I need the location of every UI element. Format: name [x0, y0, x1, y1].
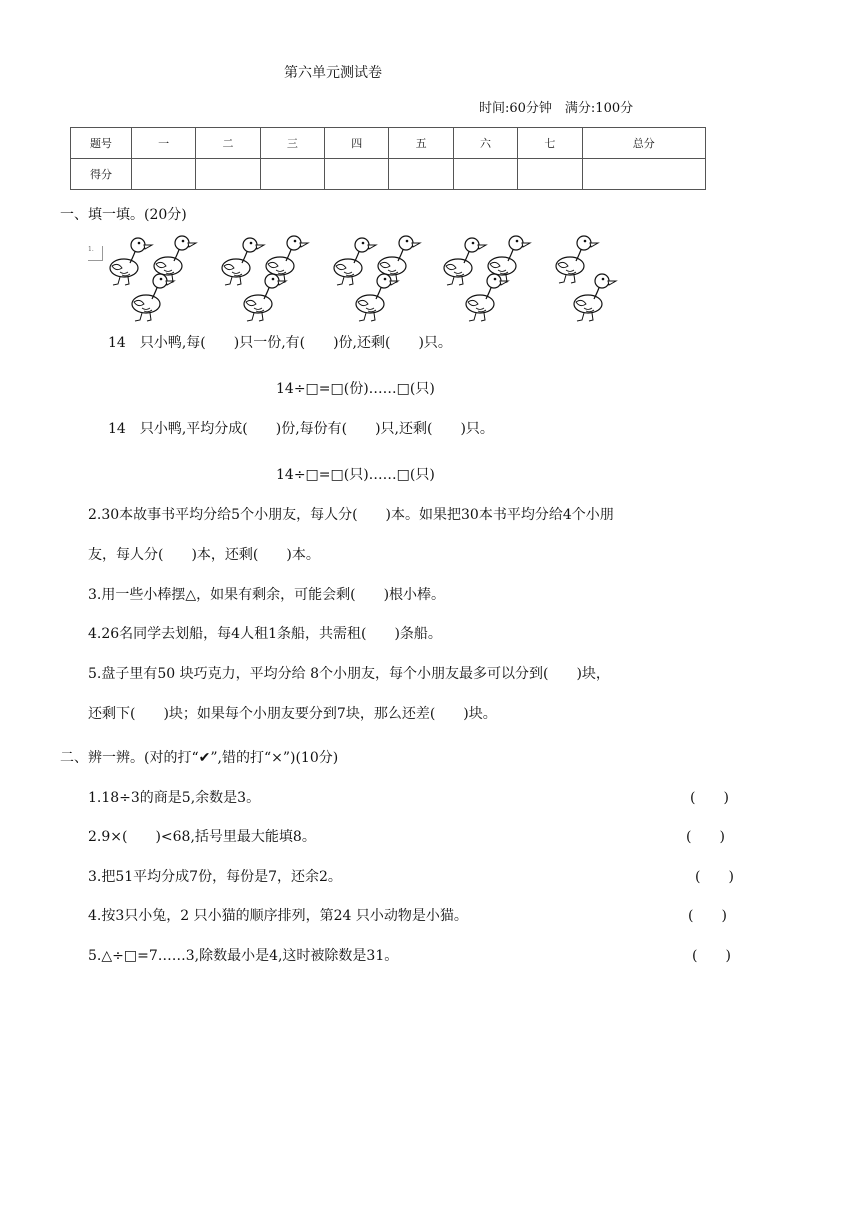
score-table-header-row — [71, 128, 706, 159]
score-table-score-row — [71, 159, 706, 190]
question-2-line-2: 友，每人分( )本，还剩( )本。 — [88, 547, 320, 563]
score-header-cell: 三 — [260, 128, 324, 159]
judge-item-5: 5.△÷□=7……3,除数最小是4,这时被除数是31。 — [88, 948, 399, 964]
question-4: 4.26名同学去划船，每4人租1条船，共需租( )条船。 — [88, 626, 442, 642]
judge-item-4: 4.按3只小兔，2 只小猫的顺序排列，第24 只小动物是小猫。 — [88, 908, 468, 924]
question-1-line-1: 14 只小鸭,每( )只一份,有( )份,还剩( )只。 — [108, 335, 452, 351]
page-title: 第六单元测试卷 — [284, 65, 382, 81]
judge-item-3: 3.把51平均分成7份，每份是7，还余2。 — [88, 869, 342, 885]
question-1-number: 1. — [88, 246, 103, 261]
score-input-cell[interactable] — [260, 159, 324, 190]
ducks-illustration — [88, 234, 628, 324]
section-1-heading: 一、填一填。(20分) — [60, 207, 187, 223]
score-table — [70, 127, 706, 190]
question-5-line-1: 5.盘子里有50 块巧克力，平均分给 8个小朋友，每个小朋友最多可以分到( )块， — [88, 666, 610, 682]
question-1-line-2: 14 只小鸭,平均分成( )份,每份有( )只,还剩( )只。 — [108, 421, 494, 437]
question-1-equation-2: 14÷□=□(只)……□(只) — [276, 467, 435, 483]
judge-answer-1[interactable]: ( ) — [690, 790, 729, 806]
score-header-cell: 六 — [453, 128, 517, 159]
score-row-label: 得分 — [71, 159, 132, 190]
score-input-cell[interactable] — [196, 159, 260, 190]
score-input-cell[interactable] — [453, 159, 517, 190]
section-2-heading: 二、辨一辨。(对的打“✔”,错的打“×”)(10分) — [60, 750, 339, 766]
judge-item-2: 2.9×( )<68,括号里最大能填8。 — [88, 829, 316, 845]
score-input-cell[interactable] — [582, 159, 705, 190]
score-input-cell[interactable] — [518, 159, 582, 190]
score-header-cell: 题号 — [71, 128, 132, 159]
question-1-equation-1: 14÷□=□(份)……□(只) — [276, 381, 435, 397]
judge-answer-2[interactable]: ( ) — [686, 829, 725, 845]
question-3: 3.用一些小棒摆△，如果有剩余，可能会剩( )根小棒。 — [88, 587, 446, 603]
score-header-cell: 总分 — [582, 128, 705, 159]
judge-answer-5[interactable]: ( ) — [692, 948, 731, 964]
score-header-cell: 一 — [132, 128, 196, 159]
question-5-line-2: 还剩下( )块；如果每个小朋友要分到7块，那么还差( )块。 — [88, 706, 497, 722]
score-input-cell[interactable] — [389, 159, 453, 190]
score-header-cell: 四 — [325, 128, 389, 159]
question-2-line-1: 2.30本故事书平均分给5个小朋友，每人分( )本。如果把30本书平均分给4个小朋 — [88, 507, 614, 523]
score-header-cell: 五 — [389, 128, 453, 159]
judge-item-1: 1.18÷3的商是5,余数是3。 — [88, 790, 261, 806]
score-header-cell: 七 — [518, 128, 582, 159]
time-info: 时间:60分钟 满分:100分 — [479, 101, 634, 116]
score-header-cell: 二 — [196, 128, 260, 159]
score-input-cell[interactable] — [132, 159, 196, 190]
judge-answer-3[interactable]: ( ) — [695, 869, 734, 885]
judge-answer-4[interactable]: ( ) — [688, 908, 727, 924]
score-input-cell[interactable] — [325, 159, 389, 190]
